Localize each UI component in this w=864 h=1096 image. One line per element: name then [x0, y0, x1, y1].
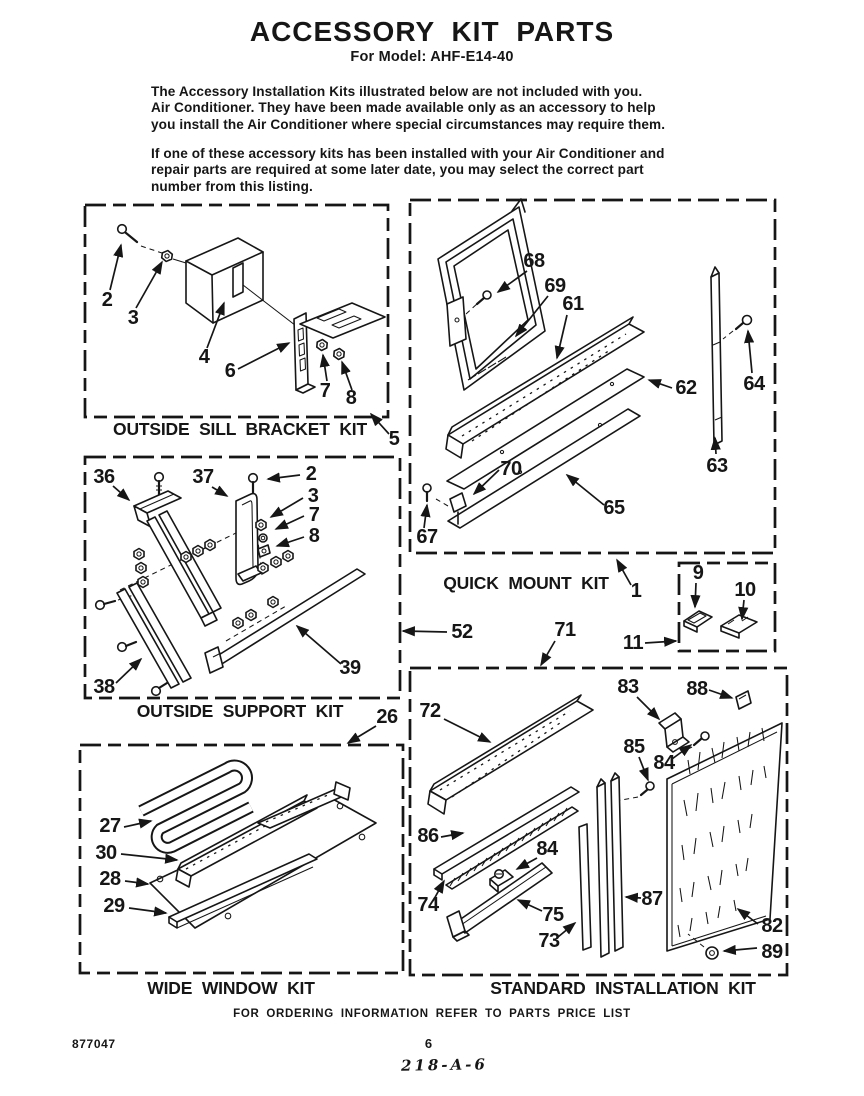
callout-3: 3 [127, 307, 139, 329]
kit-label-sill: OUTSIDE SILL BRACKET KIT [113, 419, 367, 439]
bracket-cover-part-4 [186, 238, 304, 332]
fastener-stack [256, 520, 293, 574]
standard-installation-kit [410, 619, 787, 998]
channel-part-87 [597, 773, 623, 957]
callout-70: 70 [500, 458, 522, 480]
callout-86: 86 [417, 825, 439, 847]
callout-69: 69 [544, 275, 566, 297]
callout-85: 85 [623, 736, 645, 758]
callout-7: 7 [319, 380, 331, 402]
callout-29: 29 [103, 895, 125, 917]
callout-75: 75 [542, 904, 564, 926]
callout-2: 2 [101, 289, 113, 311]
bracket-part-37 [236, 494, 261, 585]
callout-37: 37 [192, 466, 214, 488]
screw-part-2 [118, 225, 162, 253]
callout-kit-1: 1 [630, 580, 642, 602]
support-arm-slats [147, 511, 221, 626]
callout-kit-26: 26 [376, 706, 398, 728]
callout-67: 67 [416, 526, 438, 548]
kit-label-support: OUTSIDE SUPPORT KIT [136, 701, 344, 721]
ordering-note: FOR ORDERING INFORMATION REFER TO PARTS PRICE LIST [233, 1008, 631, 1020]
callout-6: 6 [224, 360, 236, 382]
callout-83: 83 [617, 676, 639, 698]
strip-part-73 [579, 824, 591, 950]
callout-61: 61 [562, 293, 584, 315]
nut-part-7 [317, 339, 328, 351]
kit-label-window: WIDE WINDOW KIT [147, 978, 315, 998]
callout-73: 73 [538, 930, 560, 952]
callout-7: 7 [308, 504, 320, 526]
screw-part-67 [423, 484, 431, 501]
kit-label-standard: STANDARD INSTALLATION KIT [490, 978, 756, 998]
callout-36: 36 [93, 466, 115, 488]
callout-89: 89 [761, 941, 783, 963]
handwritten-stamp: 218-A-6 [400, 1055, 488, 1075]
slotted-bar-part-63 [711, 267, 722, 445]
callout-30: 30 [95, 842, 117, 864]
callout-84-lower: 84 [536, 838, 558, 860]
quick-mount-kit [410, 199, 775, 602]
callout-kit-11: 11 [622, 632, 644, 654]
bolt-lower [118, 642, 136, 651]
callout-kit-71: 71 [554, 619, 576, 641]
callout-2: 2 [305, 463, 317, 485]
gasket-square-part-88 [736, 691, 751, 709]
screw-part-85 [616, 782, 654, 801]
screw-above-36 [155, 473, 164, 495]
document-number: 877047 [72, 1037, 116, 1051]
callout-kit-52: 52 [451, 621, 473, 643]
callout-82: 82 [761, 915, 783, 937]
small-parts-box [623, 562, 775, 654]
callout-27: 27 [99, 815, 121, 837]
nut-part-3 [161, 250, 186, 263]
nut-part-8 [334, 348, 345, 360]
callout-74: 74 [417, 894, 439, 916]
intro-line: number from this listing. [151, 178, 313, 194]
callout-kit-5: 5 [388, 428, 400, 450]
intro-line: The Accessory Installation Kits illustrated below are not included with you. [151, 84, 643, 99]
outside-support-kit [85, 457, 473, 743]
page-title: ACCESSORY KIT PARTS [249, 16, 615, 47]
kit-label-quick: QUICK MOUNT KIT [443, 573, 609, 593]
outside-sill-bracket-kit [85, 205, 400, 450]
callout-65: 65 [603, 497, 625, 519]
callout-8: 8 [308, 525, 320, 547]
callout-62: 62 [675, 377, 697, 399]
callout-88: 88 [686, 678, 708, 700]
wide-window-kit [80, 745, 403, 998]
callout-84-upper: 84 [653, 752, 675, 774]
callout-28: 28 [99, 868, 121, 890]
intro-line: If one of these accessory kits has been installed with your Air Conditioner and [151, 146, 665, 161]
callout-8: 8 [345, 387, 357, 409]
model-subtitle: For Model: AHF-E14-40 [350, 49, 514, 65]
callout-3: 3 [307, 485, 319, 507]
nuts-middle-row [181, 540, 215, 563]
callout-9: 9 [692, 562, 704, 584]
intro-line: repair parts are required at some later date, you may select the correct part [151, 162, 644, 178]
strap-part-27 [141, 766, 251, 848]
callout-39: 39 [339, 657, 361, 679]
support-slats-38 [117, 583, 191, 695]
intro-line: you install the Air Conditioner where special circumstances may require them. [151, 116, 666, 132]
callout-10: 10 [734, 579, 756, 601]
callout-64: 64 [743, 373, 765, 395]
callout-38: 38 [93, 676, 115, 698]
callout-63: 63 [706, 455, 728, 477]
clip-part-10 [721, 615, 757, 638]
callout-72: 72 [419, 700, 441, 722]
screw-part-84-upper [686, 732, 709, 750]
page-number: 6 [424, 1036, 433, 1051]
callout-87: 87 [641, 888, 663, 910]
screw-part-64 [723, 316, 752, 340]
callout-4: 4 [198, 346, 210, 368]
clip-part-9 [684, 611, 712, 632]
bracket-part-83 [659, 713, 689, 752]
callout-68: 68 [523, 250, 545, 272]
intro-line: Air Conditioner. They have been made available only as an accessory to help [151, 100, 656, 116]
